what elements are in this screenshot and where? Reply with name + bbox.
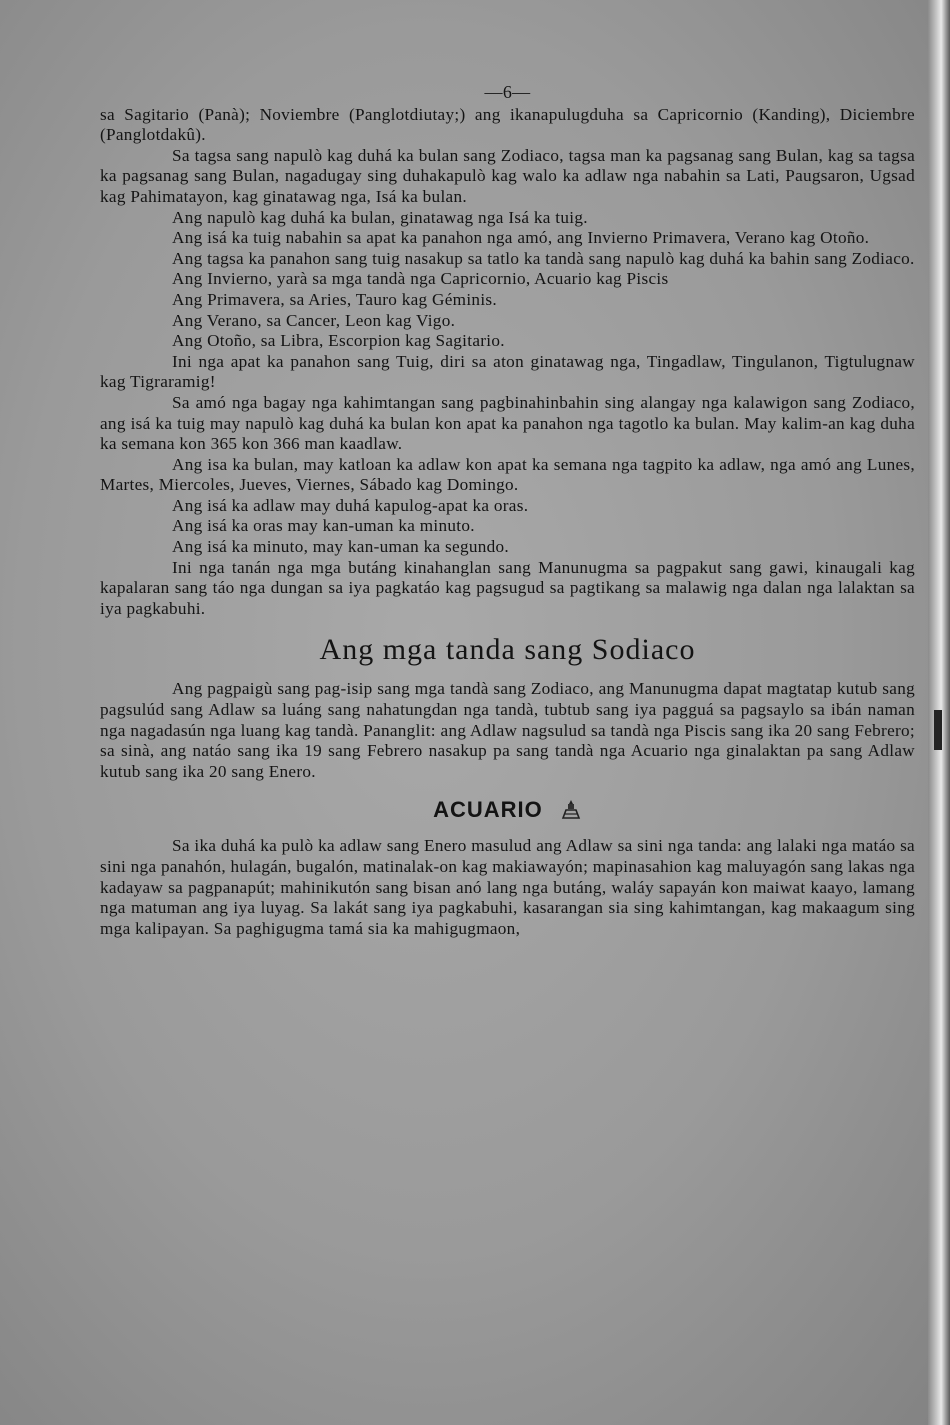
season-line: Ang Otoño, sa Libra, Escorpion kag Sagitario. [172, 331, 505, 351]
paragraph: Ang tagsa ka panahon sang tuig nasakup sa tatlo ka tandà sang napulò kag duhá ka bahin sang Zodiaco. [172, 248, 915, 268]
subsection-title: ACUARIO [433, 797, 543, 823]
section-title: Ang mga tanda sang Sodiaco [319, 633, 696, 667]
paragraph: Sa amó nga bagay nga kahimtangan sang pagbinahinbahin sing alangay nga kalawigon sang Zodiaco, ang isá ka tuig may napulò kag duhá ka bulan kon apat ka panahon nga tagotlo ka bulan. May kalim-an kag duha ka semana kon 365 kon 366 man kaadlaw. [100, 392, 915, 454]
aquarius-water-bearer-icon [560, 799, 582, 819]
paragraph: Ini nga tanán nga mga butáng kinahanglan sang Manunugma sa pagpakut sang gawi, kinaugali kag kapalaran sang táo nga dungan sa iya pagkatáo kag pagsugud sa pagtikang sa malawig nga dalan nga lalaktan sa iya pagkabuhi. [100, 557, 915, 618]
paragraph: Ang isá ka tuig nabahin sa apat ka panahon nga amó, ang Invierno Primavera, Verano kag Otoño. [172, 228, 870, 248]
season-line: Ang Verano, sa Cancer, Leon kag Vigo. [172, 310, 456, 330]
season-line: Ang Invierno, yarà sa mga tandà nga Capricornio, Acuario kag Piscis [172, 269, 669, 289]
paragraph: Ang napulò kag duhá ka bulan, ginatawag nga Isá ka tuig. [172, 207, 588, 227]
paragraph: sa Sagitario (Panà); Noviembre (Panglotdiutay;) ang ikanapulugduha sa Capricornio (Kanding), Diciembre (Panglotdakû). [100, 104, 915, 145]
paragraph: Ini nga apat ka panahon sang Tuig, diri sa aton ginatawag nga, Tingadlaw, Tingulanon, Tigtulugnaw kag Tigraramig! [100, 351, 915, 392]
paragraph: Sa tagsa sang napulò kag duhá ka bulan sang Zodiaco, tagsa man ka pagsanag sang Bulan, kag sa tagsa ka pagsanag sang Bulan, nagadugay sing duhakapulò kag walo ka adlaw nga nabahin sa Lati, Paugsaron, Ugsad kag Pahimatayon, kag ginatawag nga, Isá ka bulan. [100, 145, 915, 206]
paragraph: Ang isa ka bulan, may katloan ka adlaw kon apat ka semana nga tagpito ka adlaw, nga amó ang Lunes, Martes, Miercoles, Jueves, Viernes, Sábado kag Domingo. [100, 454, 915, 495]
time-line: Ang isá ka oras may kan-uman ka minuto. [172, 516, 475, 536]
time-line: Ang isá ka adlaw may duhá kapulog-apat ka oras. [172, 495, 529, 515]
subsection-heading [100, 796, 915, 824]
edge-mark [934, 710, 942, 750]
subsection-paragraph: Sa ika duhá ka pulò ka adlaw sang Enero masulud ang Adlaw sa sini nga tanda: ang lalaki nga matáo sa sini nga panahón, hulagán, bugalón, matinalak-on kag makiawayón; mapinasahion kag maluyagón sang lakas nga kadayaw sa pagpanapút; mahinikutón sang bisan anó lang nga butáng, waláy sapayán kon maiwat kaayo, lamang nga matuman ang iya luyag. Sa lakát sang iya pagkabuhi, kasarangan sia sing kahimtangan, kag makaagum sing mga kalipayan. Sa paghigugma tamá sia ka mahigugmaon, [100, 836, 915, 938]
section-paragraph: Ang pagpaigù sang pag-isip sang mga tandà sang Zodiaco, ang Manunugma dapat magtatap kutub sang pagsulúd sang Adlaw sa luáng sang nahatungdan nga tandà, tubtub sang iya pagguá sa pagsaylo sa ibán naman nga nagadasún nga luang kag tandà. Pananglit: ang Adlaw nagsulud sa tandà nga Piscis sang ika 20 sang Febrero; sa sinà, ang natáo sang ika 19 sang Febrero nasakup pa sang tandà nga Acuario nga ginalaktan pa sang Adlaw kutub sang ika 20 sang Enero. [100, 679, 915, 781]
page-text [100, 82, 915, 939]
page-number: —6— [484, 82, 531, 102]
time-line: Ang isá ka minuto, may kan-uman ka segundo. [172, 537, 510, 557]
season-line: Ang Primavera, sa Aries, Tauro kag Géminis. [172, 289, 497, 309]
